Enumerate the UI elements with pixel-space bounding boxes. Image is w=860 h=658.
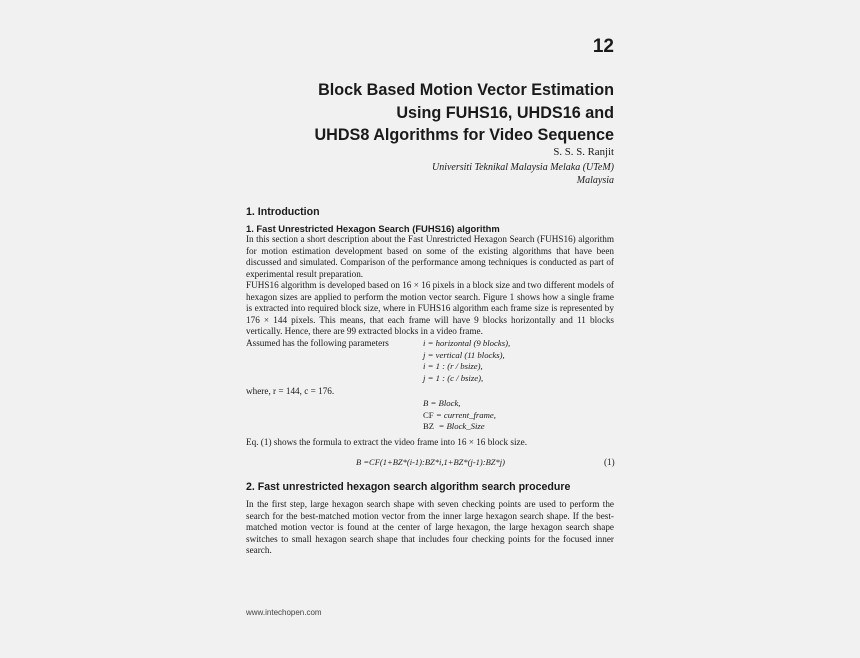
definition-value: Block, [438,398,461,408]
equation-reference: Eq. (1) shows the formula to extract the video frame into 16 × 16 block size. [246,437,527,447]
title-line: UHDS8 Algorithms for Video Sequence [314,126,614,144]
definition-list [423,398,496,433]
affiliation-line: Universiti Teknikal Malaysia Melaka (UTeM) [431,162,614,173]
title-line: Using FUHS16, UHDS16 and [396,103,614,122]
paragraph: FUHS16 algorithm is developed based on 16 × 16 pixels in a block size and two different models of hexagon sizes are applied to perform the motion vector search. Figure 1 shows how a single frame is extracted into required block size, where in FUHS16 algorithm each frame size is represented by 176 × 144 pixels. This means, that each frame will have 9 blocks horizontally and 11 blocks vertically. Hence, there are 99 extracted blocks in a video frame. [246,280,614,337]
parameter-item: j = vertical (11 blocks), [423,349,505,360]
parameter-item: j = 1 : (c / bsize), [423,372,484,383]
paragraph: In this section a short description about the Fast Unrestricted Hexagon Search (FUHS16) algorithm for motion estimation development based on some of the existing algorithms that have been discussed and simulated. Comparison of the performance among techniques is conducted as part of experimental result preparation. [246,234,614,279]
equation: B =CF(1+BZ*(i-1):BZ*i,1+BZ*(j-1):BZ*j) [356,457,505,467]
equation-number: (1) [604,457,615,467]
definition-item: CF = current_frame, [423,409,496,420]
footer-url: www.intechopen.com [246,608,322,617]
definition-item: BZ = Block_Size [423,421,485,432]
section-heading: 1. Introduction [246,206,320,218]
parameter-list [423,338,510,384]
definition-value: current_frame, [443,409,496,420]
definition-symbol: B [423,398,429,408]
chapter-number: 12 [592,36,614,57]
parameter-item: i = horizontal (9 blocks), [423,338,511,348]
definition-value: Block_Size [446,421,485,432]
author-affiliation [432,161,614,187]
parameter-item: i = 1 : (r / bsize), [423,361,483,372]
author-name: S. S. S. Ranjit [553,146,614,158]
where-clause: where, r = 144, c = 176. [246,386,335,396]
affiliation-line: Malaysia [576,175,614,186]
subsection-heading: 1. Fast Unrestricted Hexagon Search (FUHS16) algorithm [246,223,500,234]
chapter-title [194,79,614,147]
paragraph: In the first step, large hexagon search shape with seven checking points are used to perform the search for the best-matched motion vector from the inner large hexagon search shape. If the best-matched motion vector is found at the center of large hexagon, the large hexagon search shape switches to small hexagon search shape that includes four checking points for the focused inner search. [246,499,614,556]
section-heading: 2. Fast unrestricted hexagon search algorithm search procedure [246,481,571,493]
definition-item: B = Block, [423,398,461,408]
parameters-intro: Assumed has the following parameters [246,338,389,348]
definition-symbol: BZ [423,421,435,432]
definition-symbol: CF [423,409,434,420]
title-line: Block Based Motion Vector Estimation [318,81,614,99]
